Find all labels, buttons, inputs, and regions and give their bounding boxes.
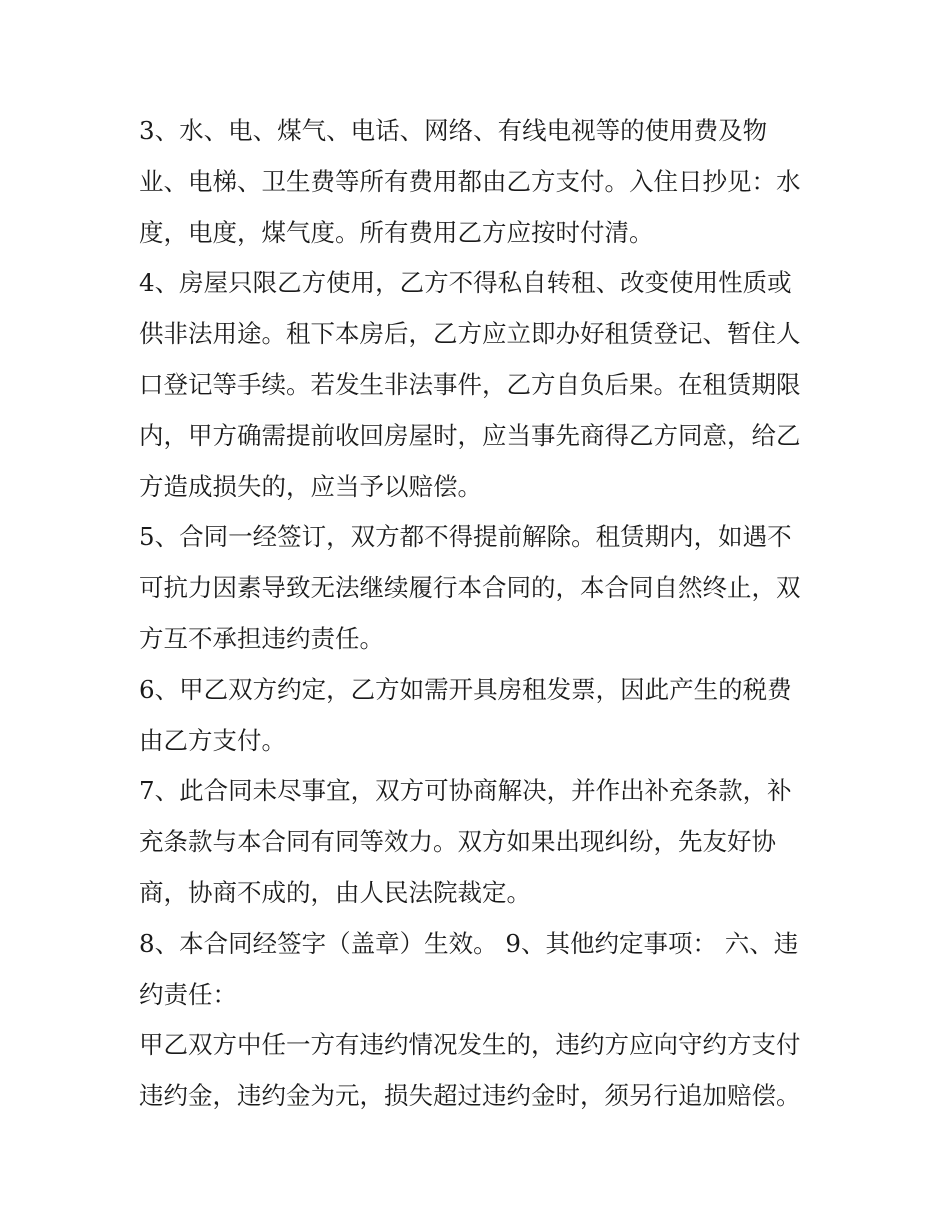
- text-line-4: 4、房屋只限乙方使用，乙方不得私自转租、改变使用性质或: [139, 268, 792, 298]
- text-line-7: 内，甲方确需提前收回房屋时，应当事先商得乙方同意，给乙: [139, 420, 801, 450]
- text-line-5: 供非法用途。租下本房后，乙方应立即办好租赁登记、暂住人: [139, 319, 801, 349]
- text-line-8: 方造成损失的，应当予以赔偿。: [139, 471, 482, 501]
- text-line-16: 商，协商不成的，由人民法院裁定。: [139, 877, 531, 907]
- text-line-12: 6、甲乙双方约定，乙方如需开具房租发票，因此产生的税费: [139, 674, 792, 704]
- text-line-2: 业、电梯、卫生费等所有费用都由乙方支付。入住日抄见：水: [139, 166, 801, 196]
- text-line-13: 由乙方支付。: [139, 725, 286, 755]
- text-line-3: 度，电度，煤气度。所有费用乙方应按时付清。: [139, 217, 654, 247]
- text-line-10: 可抗力因素导致无法继续履行本合同的，本合同自然终止，双: [139, 573, 801, 603]
- text-line-19: 甲乙双方中任一方有违约情况发生的，违约方应向守约方支付: [139, 1030, 801, 1060]
- text-line-18: 约责任：: [139, 979, 237, 1009]
- document-body: [139, 106, 819, 1122]
- text-line-17: 8、本合同经签字（盖章）生效。 9、其他约定事项： 六、违: [139, 928, 799, 958]
- text-line-15: 充条款与本合同有同等效力。双方如果出现纠纷，先友好协: [139, 827, 776, 857]
- text-line-14: 7、此合同未尽事宜，双方可协商解决，并作出补充条款，补: [139, 776, 792, 806]
- text-line-1: 3、水、电、煤气、电话、网络、有线电视等的使用费及物: [139, 116, 768, 145]
- text-line-20: 违约金，违约金为元，损失超过违约金时，须另行追加赔偿。: [139, 1081, 801, 1111]
- text-line-6: 口登记等手续。若发生非法事件，乙方自负后果。在租赁期限: [139, 369, 801, 399]
- text-line-11: 方互不承担违约责任。: [139, 623, 384, 653]
- text-line-9: 5、合同一经签订，双方都不得提前解除。租赁期内，如遇不: [139, 522, 792, 552]
